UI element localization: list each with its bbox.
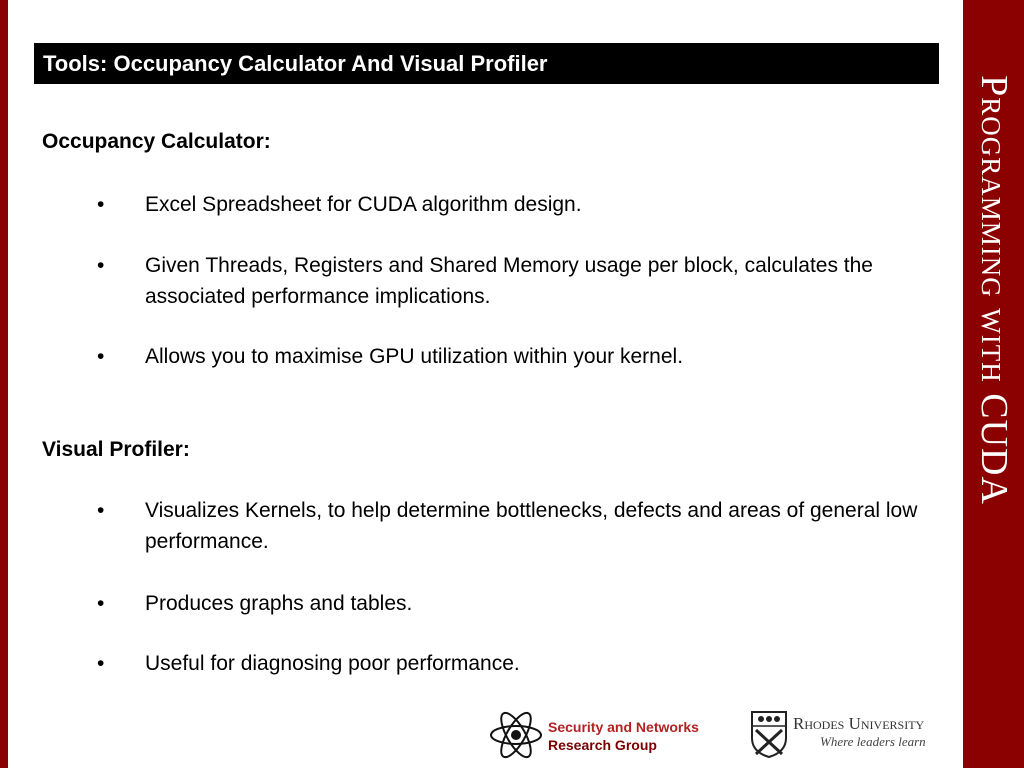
bullet-symbol: • xyxy=(97,193,105,216)
left-accent-stripe xyxy=(0,0,8,768)
research-group-name xyxy=(548,718,738,754)
university-name: Rhodes University xyxy=(793,714,925,733)
bullet-text: Useful for diagnosing poor performance. xyxy=(145,652,520,675)
bullet-text: Visualizes Kernels, to help determine bottlenecks, defects and areas of general low performance. xyxy=(145,499,918,553)
bullet-symbol: • xyxy=(97,499,105,522)
slide-title: Tools: Occupancy Calculator And Visual Profiler xyxy=(34,43,939,84)
profiler-heading: Visual Profiler: xyxy=(42,438,190,461)
atom-logo-icon xyxy=(488,710,544,760)
university-crest-icon xyxy=(750,710,788,758)
research-group-line2: Research Group xyxy=(548,737,657,753)
occupancy-heading: Occupancy Calculator: xyxy=(42,130,271,153)
bullet-symbol: • xyxy=(97,592,105,615)
bullet-text: Given Threads, Registers and Shared Memory usage per block, calculates the associated performance implications. xyxy=(145,254,873,308)
university-tagline: Where leaders learn xyxy=(820,734,926,749)
bullet-symbol: • xyxy=(97,254,105,277)
bullet-text: Allows you to maximise GPU utilization within your kernel. xyxy=(145,345,684,368)
bullet-text: Produces graphs and tables. xyxy=(145,592,413,615)
bullet-text: Excel Spreadsheet for CUDA algorithm design. xyxy=(145,193,582,216)
vertical-title-container xyxy=(963,0,1024,768)
bullet-symbol: • xyxy=(97,652,105,675)
university-name-block xyxy=(793,714,953,750)
side-title: Programming with CUDA xyxy=(972,75,1015,505)
footer-logos xyxy=(488,708,948,762)
bullet-symbol: • xyxy=(97,345,105,368)
research-group-line1: Security and Networks xyxy=(548,719,699,735)
